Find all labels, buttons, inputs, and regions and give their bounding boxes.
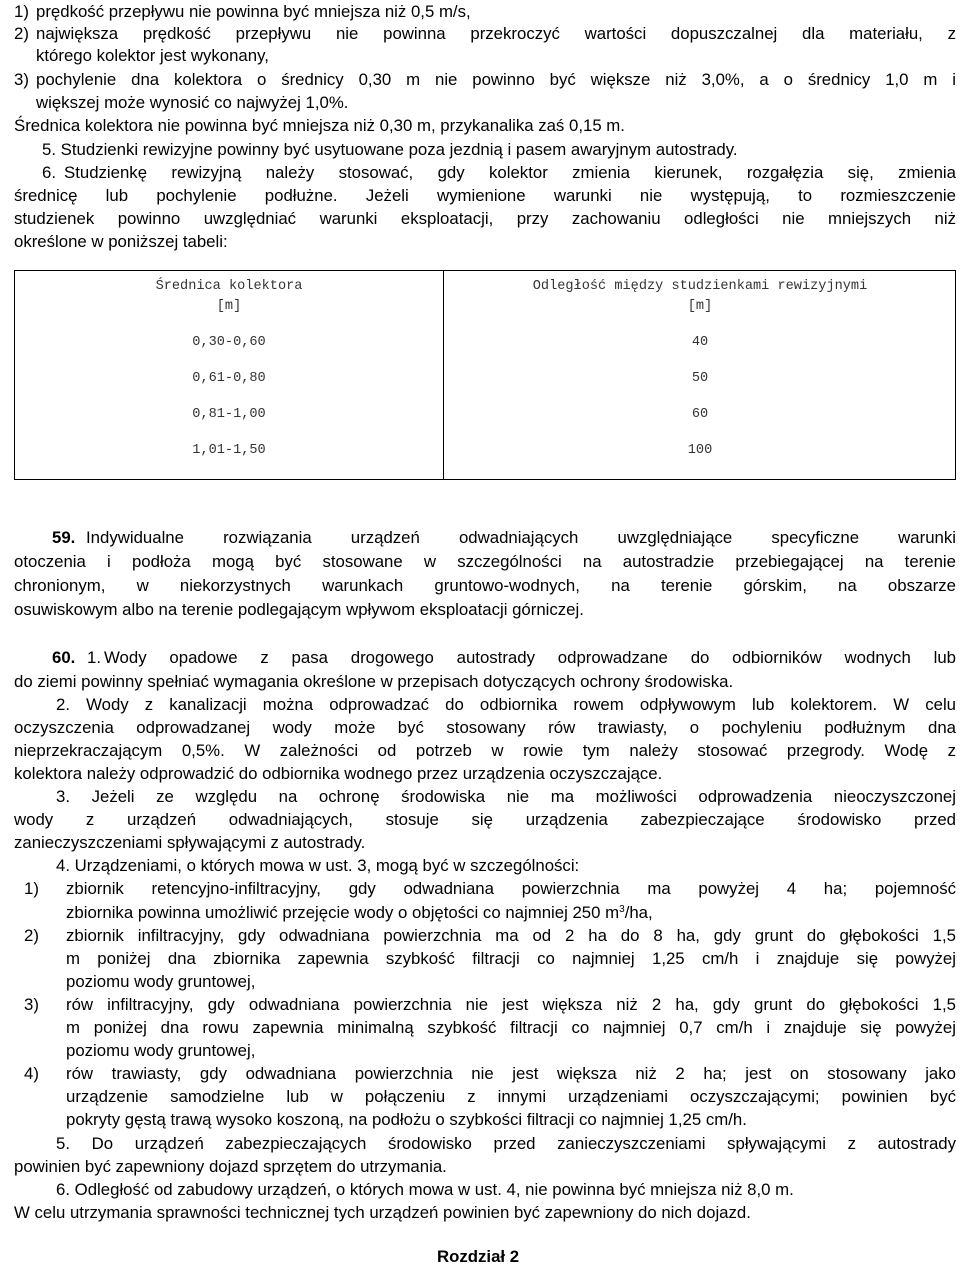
section-60-text: W celu utrzymania sprawności technicznej tych urządzeń powinien być zapewniony do nich dojazd. (14, 1203, 751, 1222)
list-item: 1) prędkość przepływu nie powinna być mniejsza niż 0,5 m/s, (14, 2, 471, 21)
table-cell-diameter: 0,61-0,80 (192, 371, 266, 386)
table-cell-distance: 40 (691, 335, 709, 350)
list-item-text: którego kolektor jest wykonany, (36, 46, 269, 65)
list-item-text: urządzenie samodzielne lub w połączeniu z innymi urządzeniami oczyszczającymi; powinien być (66, 1087, 956, 1106)
list-item-text: zbiornik infiltracyjny, gdy odwadniana powierzchnia ma od 2 ha do 8 ha, gdy grunt do głębokości 1,5 (66, 926, 956, 945)
section-60-text: nieprzekraczającym 0,5%. W zależności od potrzeb w rowie tym należy stosować przegrody. Wodę z (14, 741, 956, 760)
distance-table (14, 270, 956, 480)
table-header: Odległość między studzienkami rewizyjnymi (532, 279, 868, 294)
section-59-text: otoczenia i podłoża mogą być stosowane w szczególności na autostradzie przebiegającej na terenie (14, 552, 956, 571)
list-item-number: 1) (24, 879, 39, 898)
paragraph-6-text: średnicę lub pochylenie podłużne. Jeżeli wymienione warunki nie występują, to rozmieszczenie (14, 186, 956, 205)
section-60-text: 2. Wody z kanalizacji można odprowadzać do odbiornika rowem odpływowym lub kolektorem. W celu (56, 695, 956, 714)
list-item-text: rów infiltracyjny, gdy odwadniana powierzchnia nie jest większa niż 2 ha, gdy grunt do głębokości 1,5 (66, 995, 956, 1014)
list-item-text: zbiornik retencyjno-infiltracyjny, gdy odwadniana powierzchnia ma powyżej 4 ha; pojemność (66, 879, 956, 898)
chapter-heading: Rozdział 2 (437, 1247, 520, 1266)
table-cell-distance: 100 (687, 443, 713, 458)
paragraph-5: 5. Studzienki rewizyjne powinny być usytuowane poza jezdnią i pasem awaryjnym autostrady. (42, 140, 738, 159)
list-item-text: m poniżej dna zbiornika zapewnia szybkość filtracji co najmniej 1,25 cm/h i znajduje się powyżej (66, 949, 956, 968)
table-header-unit: [m] (687, 299, 713, 314)
list-item: 2) (14, 24, 29, 43)
table-cell-diameter: 0,81-1,00 (192, 407, 266, 422)
list-item-text: pokryty gęstą trawą wysoko koszoną, na podłożu o szybkości filtracji co najmniej 1,25 cm/h. (66, 1110, 747, 1129)
section-60-text: wody z urządzeń odwadniających, stosuje się urządzenia zabezpieczające środowisko przed (14, 810, 956, 829)
list-item-number: 2) (24, 926, 39, 945)
list-item-number: 3) (24, 995, 39, 1014)
paragraph-6-number: 6. (42, 163, 56, 182)
section-59-text: chronionym, w niekorzystnych warunkach gruntowo-wodnych, na terenie górskim, na obszarze (14, 576, 956, 595)
list-item: 3) (14, 70, 29, 89)
section-60-text: Wody opadowe z pasa drogowego autostrady odprowadzane do odbiorników wodnych lub (104, 648, 956, 667)
table-cell-diameter: 1,01-1,50 (192, 443, 266, 458)
section-60-text: 3. Jeżeli ze względu na ochronę środowiska nie ma możliwości odprowadzenia nieoczyszczonej (56, 787, 956, 806)
table-header: Średnica kolektora (155, 279, 303, 294)
section-59-text: osuwiskowym albo na terenie podlegającym wpływom eksploatacji górniczej. (14, 600, 584, 619)
section-59-text: Indywidualne rozwiązania urządzeń odwadniających uwzględniające specyficzne warunki (86, 528, 956, 547)
section-60-text: powinien być zapewniony dojazd sprzętem do utrzymania. (14, 1157, 447, 1176)
diameter-note: Średnica kolektora nie powinna być mniejsza niż 0,30 m, przykanalika zaś 0,15 m. (14, 116, 625, 135)
list-item-text: rów trawiasty, gdy odwadniana powierzchnia nie jest większa niż 2 ha; jest on stosowany jako (66, 1064, 956, 1083)
table-cell-distance: 60 (691, 407, 709, 422)
section-60-text: do ziemi powinny spełniać wymagania określone w przepisach dotyczących ochrony środowiska. (14, 672, 734, 691)
section-59-number: 59. (52, 528, 76, 547)
list-item-text: zbiornika powinna umożliwić przejęcie wody o objętości co najmniej 250 $m^3/ha$, (66, 903, 653, 922)
paragraph-6-text: określone w poniższej tabeli: (14, 232, 228, 251)
paragraph-6-text: Studzienkę rewizyjną należy stosować, gdy kolektor zmienia kierunek, rozgałęzia się, zmienia (64, 163, 956, 182)
section-60-text: 6. Odległość od zabudowy urządzeń, o których mowa w ust. 4, nie powinna być mniejsza niż 8,0 m. (56, 1180, 794, 1199)
list-item-number: 4) (24, 1064, 39, 1083)
table-header-unit: [m] (216, 299, 242, 314)
section-60-p1-number: 1. (87, 648, 101, 667)
list-item-text: większej może wynosić co najwyżej 1,0%. (36, 93, 349, 112)
section-60-text: 4. Urządzeniami, o których mowa w ust. 3, mogą być w szczególności: (56, 856, 580, 875)
list-item-text: poziomu wody gruntowej, (66, 1041, 256, 1060)
list-item-text: m poniżej dna rowu zapewnia minimalną szybkość filtracji co najmniej 0,7 cm/h i znajduje się powyżej (66, 1018, 956, 1037)
section-60-text: 5. Do urządzeń zabezpieczających środowisko przed zanieczyszczeniami spływającymi z autostrady (56, 1134, 956, 1153)
section-60-number: 60. (52, 648, 76, 667)
list-item-text: największa prędkość przepływu nie powinna przekroczyć wartości dopuszczalnej dla materiału, z (36, 24, 956, 43)
table-cell-distance: 50 (691, 371, 709, 386)
list-item-text: pochylenie dna kolektora o średnicy 0,30 m nie powinno być większe niż 3,0%, a o średnicy 1,0 m i (36, 70, 956, 89)
section-60-text: kolektora należy odprowadzić do odbiornika wodnego przez urządzenia oczyszczające. (14, 764, 663, 783)
section-60-text: oczyszczenia odprowadzanej wody może być stosowany rów trawiasty, o pochyleniu podłużnym dna (14, 718, 956, 737)
section-60-text: zanieczyszczeniami spływającymi z autostrady. (14, 833, 366, 852)
list-item-text: poziomu wody gruntowej, (66, 972, 256, 991)
table-cell-diameter: 0,30-0,60 (192, 335, 266, 350)
paragraph-6-text: studzienek powinno uwzględniać warunki eksploatacji, przy zachowaniu odległości nie mniejszych niż (14, 209, 956, 228)
